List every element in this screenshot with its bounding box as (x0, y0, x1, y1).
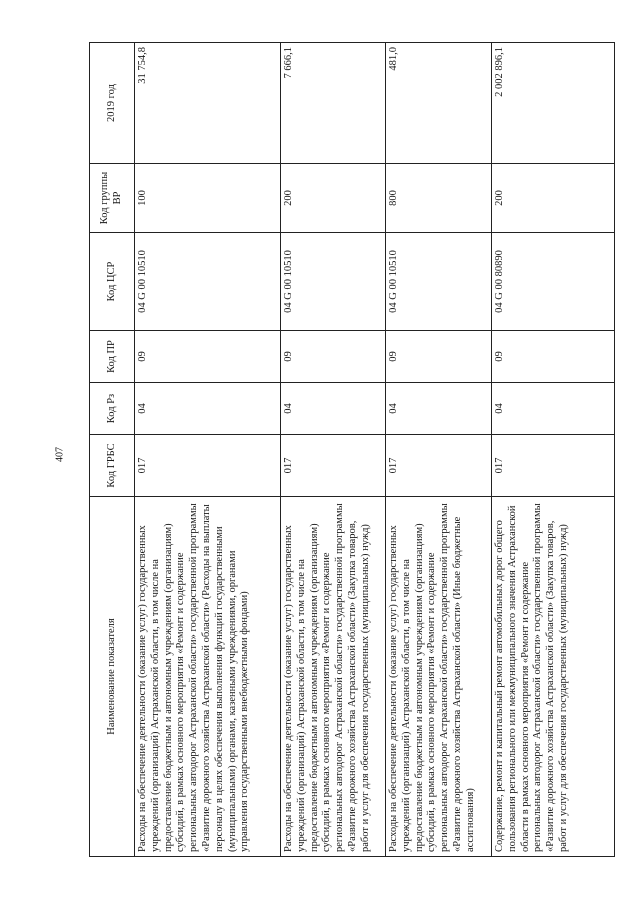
cell-vr: 200 (281, 164, 386, 233)
cell-rz: 04 (281, 383, 386, 435)
header-csr: Код ЦСР (90, 233, 135, 331)
cell-grbs: 017 (281, 435, 386, 497)
cell-grbs: 017 (492, 435, 615, 497)
cell-rz: 04 (492, 383, 615, 435)
cell-pr: 09 (492, 331, 615, 383)
cell-grbs: 017 (386, 435, 492, 497)
budget-table (89, 42, 615, 857)
header-vr: Код группы ВР (90, 164, 135, 233)
table-header-row (90, 43, 135, 857)
cell-name: Расходы на обеспечение деятельности (оказание услуг) государственных учреждений (организаций) Астраханской области, в том числе на предоставление бюджетным и автономным учреждениям (организациям) субсидий, в рамках основного мероприятия «Ремонт и содержание региональных автодорог Астраханской области» государственной программы «Развитие дорожного хозяйства Астраханской области» (Расходы на выплаты персоналу в целях обеспечения выполнения функций государственными (муниципальными) органами, казенными учреждениями, органами управления государственными внебюджетными фондами) (135, 497, 281, 857)
rotated-table-container (89, 43, 609, 857)
cell-rz: 04 (135, 383, 281, 435)
table-row (492, 43, 615, 857)
header-name: Наименование показателя (90, 497, 135, 857)
cell-csr: 04 G 00 80890 (492, 233, 615, 331)
cell-pr: 09 (135, 331, 281, 383)
cell-amount: 481,0 (386, 43, 492, 164)
cell-name: Содержание, ремонт и капитальный ремонт автомобильных дорог общего пользования регионального или межмуниципального значения Астраханской области в рамках основного мероприятия «Ремонт и содержание региональных автодорог Астраханской области» государственной программы «Развитие дорожного хозяйства Астраханской области» (Закупка товаров, работ и услуг для обеспечения государственных (муниципальных) нужд) (492, 497, 615, 857)
header-grbs: Код ГРБС (90, 435, 135, 497)
cell-vr: 200 (492, 164, 615, 233)
cell-rz: 04 (386, 383, 492, 435)
table-row (281, 43, 386, 857)
cell-csr: 04 G 00 10510 (135, 233, 281, 331)
cell-vr: 800 (386, 164, 492, 233)
header-year: 2019 год (90, 43, 135, 164)
cell-pr: 09 (386, 331, 492, 383)
header-rz: Код Рз (90, 383, 135, 435)
cell-grbs: 017 (135, 435, 281, 497)
cell-amount: 7 666,1 (281, 43, 386, 164)
cell-name: Расходы на обеспечение деятельности (оказание услуг) государственных учреждений (организаций) Астраханской области, в том числе на предоставление бюджетным и автономным учреждениям (организациям) субсидий, в рамках основного мероприятия «Ремонт и содержание региональных автодорог Астраханской области» государственной программы «Развитие дорожного хозяйства Астраханской области» (Закупка товаров, работ и услуг для обеспечения государственных (муниципальных) нужд) (281, 497, 386, 857)
cell-name: Расходы на обеспечение деятельности (оказание услуг) государственных учреждений (организаций) Астраханской области, в том числе на предоставление бюджетным и автономным учреждениям (организациям) субсидий, в рамках основного мероприятия «Ремонт и содержание региональных автодорог Астраханской области» государственной программы «Развитие дорожного хозяйства Астраханской области» (Иные бюджетные ассигнования) (386, 497, 492, 857)
header-pr: Код ПР (90, 331, 135, 383)
cell-pr: 09 (281, 331, 386, 383)
page-number: 407 (54, 447, 66, 462)
table-row (135, 43, 281, 857)
cell-amount: 31 754,8 (135, 43, 281, 164)
cell-csr: 04 G 00 10510 (386, 233, 492, 331)
cell-vr: 100 (135, 164, 281, 233)
table-row (386, 43, 492, 857)
cell-csr: 04 G 00 10510 (281, 233, 386, 331)
cell-amount: 2 002 896,1 (492, 43, 615, 164)
